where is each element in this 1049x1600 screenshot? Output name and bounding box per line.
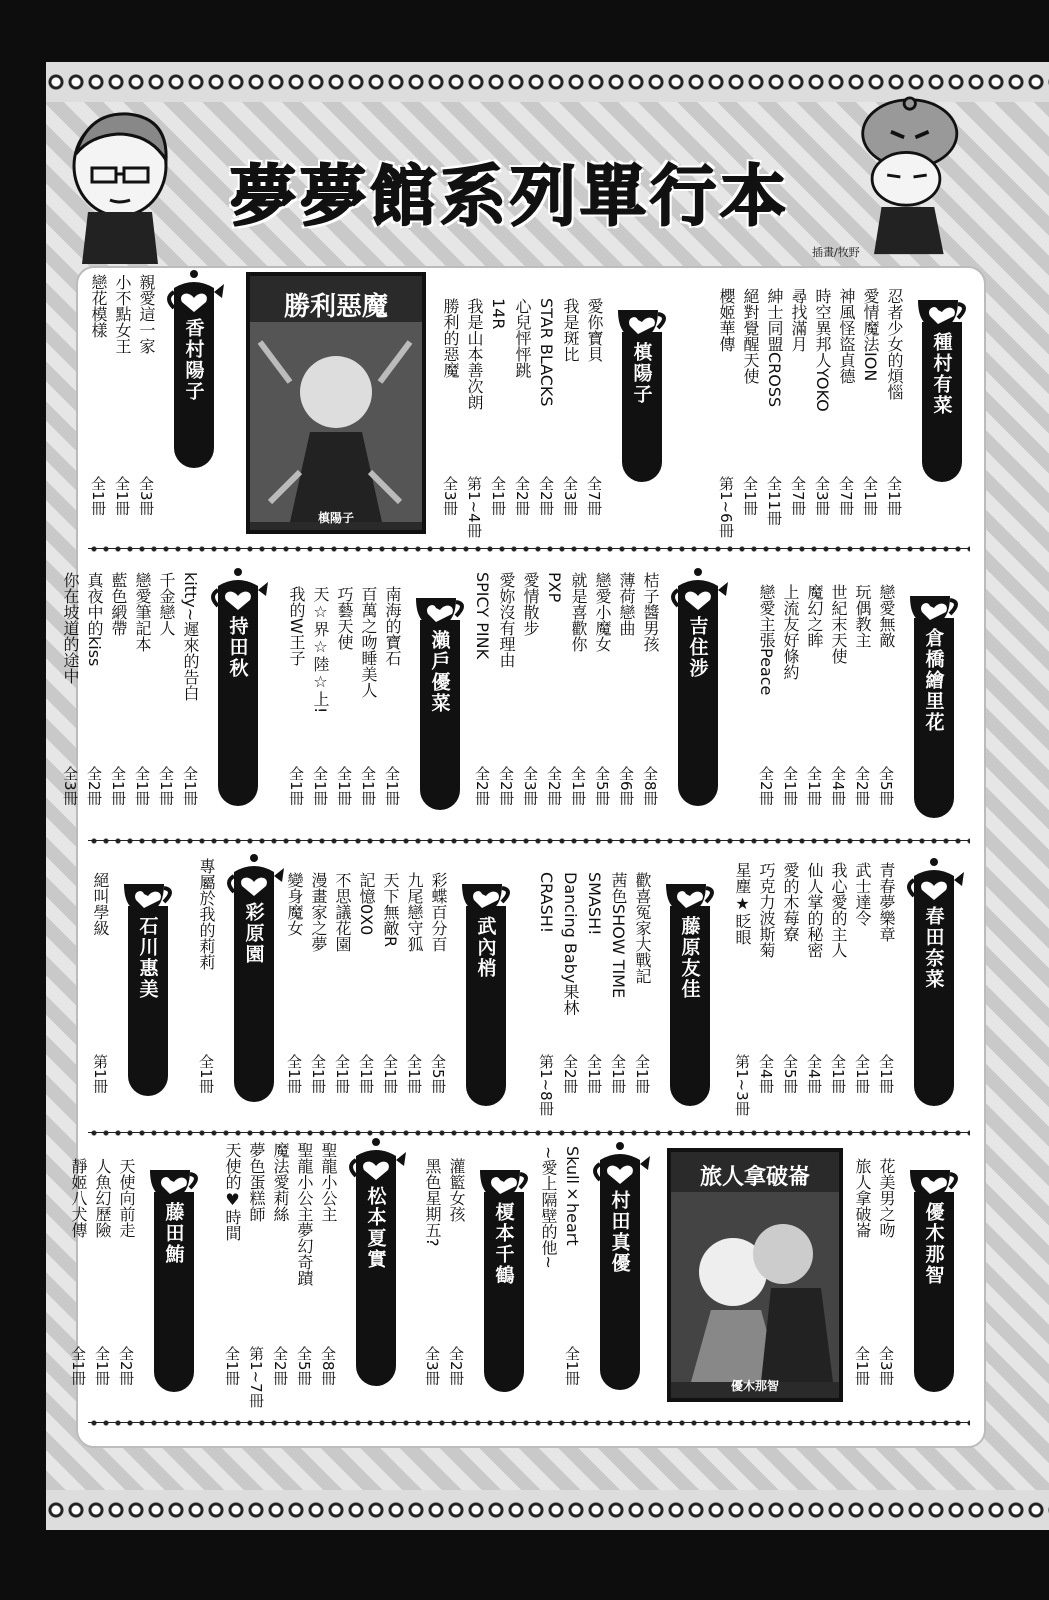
- book-title: 天☆界☆陸☆上!: [311, 586, 330, 714]
- cover-author: 槙陽子: [317, 511, 354, 525]
- author-name: 優木那智: [922, 1202, 945, 1286]
- volume-count: 全1冊: [829, 1054, 847, 1094]
- book-title: 尋找滿月: [789, 288, 808, 352]
- cover-title: 勝利惡魔: [283, 292, 388, 322]
- volume-count: 全5冊: [429, 1054, 447, 1094]
- volume-count: 全1冊: [585, 1054, 603, 1094]
- title-list: [438, 298, 606, 410]
- author-name-bar: [234, 892, 274, 1102]
- volume-count: 全11冊: [765, 476, 783, 526]
- title-list: [754, 584, 898, 695]
- author-name: 彩原園: [242, 902, 265, 965]
- book-title: 愛你寶貝: [585, 298, 604, 362]
- volume-count: 全1冊: [69, 1346, 87, 1386]
- volume-count: 全1冊: [861, 476, 879, 516]
- section-divider: [88, 544, 970, 554]
- author-name-bar: [128, 906, 168, 1096]
- volume-count: 全3冊: [561, 476, 579, 516]
- book-title: CRASH!: [537, 872, 556, 934]
- teapot-heart-icon: [164, 268, 224, 314]
- volume-count: 全3冊: [813, 476, 831, 516]
- volume-count: 全4冊: [829, 766, 847, 806]
- book-title: 武士達令: [853, 862, 872, 926]
- volume-count: 全1冊: [489, 476, 507, 516]
- author-tag: [208, 566, 268, 806]
- book-title: kitty~遲來的告白: [181, 572, 200, 702]
- author-tag: [668, 566, 728, 806]
- author-name-bar: [466, 906, 506, 1106]
- author-name: 藤田鮪: [162, 1202, 185, 1265]
- teacup-heart-icon: [144, 1152, 204, 1198]
- author-tag: [346, 1136, 406, 1386]
- author-tag: [474, 1152, 534, 1392]
- black-margin-left: [0, 0, 46, 1600]
- book-title: 青春夢樂章: [877, 862, 896, 942]
- volume-count: 全1冊: [93, 1346, 111, 1386]
- book-title: 小不點女王: [113, 274, 132, 354]
- book-title: 灌籃女孩: [447, 1158, 466, 1222]
- teacup-heart-icon: [904, 578, 964, 624]
- volume-count: 全1冊: [781, 766, 799, 806]
- book-title: 百萬之吻睡美人: [359, 586, 378, 698]
- book-cover-victory-devil: [246, 272, 426, 534]
- volume-count: 第1~8冊: [537, 1054, 555, 1116]
- teacup-heart-icon: [912, 282, 972, 328]
- title-list: [88, 872, 112, 936]
- author-name-bar: [622, 332, 662, 482]
- cover-author: 優木那智: [730, 1379, 779, 1393]
- volume-count: 全1冊: [311, 766, 329, 806]
- volume-list: [58, 766, 202, 806]
- volume-count: 全1冊: [563, 1346, 581, 1386]
- volume-count: 全1冊: [335, 766, 353, 806]
- book-title: 桔子醬男孩: [641, 572, 660, 652]
- title-list: [420, 1158, 468, 1247]
- volume-list: [560, 1346, 584, 1386]
- title-list: [284, 586, 404, 713]
- black-margin-top: [46, 0, 1049, 62]
- book-title: 九尾戀守狐: [405, 872, 424, 952]
- volume-count: 全1冊: [133, 766, 151, 806]
- author-name: 武內梢: [474, 916, 497, 979]
- volume-count: 全2冊: [561, 1054, 579, 1094]
- book-title: 不思議花園: [333, 872, 352, 952]
- section-divider: [88, 836, 970, 846]
- title-list: [220, 1142, 340, 1286]
- book-title: 愛妳沒有理由: [497, 572, 516, 668]
- author-name: 吉住涉: [686, 616, 709, 679]
- volume-count: 全3冊: [877, 1346, 895, 1386]
- title-list: [470, 572, 662, 668]
- author-tag: [904, 856, 964, 1106]
- page-title-wrap: [190, 140, 830, 240]
- author-name: 村田真優: [608, 1190, 631, 1274]
- author-tag: [456, 866, 516, 1106]
- book-title: 我是山本善次朗: [465, 298, 484, 410]
- volume-count: 全1冊: [309, 1054, 327, 1094]
- book-title: 我是斑比: [561, 298, 580, 362]
- author-tag: [410, 580, 470, 810]
- book-title: 黑色星期五?: [423, 1158, 442, 1247]
- author-tag: [660, 866, 720, 1106]
- volume-count: 全1冊: [157, 766, 175, 806]
- volume-count: 全2冊: [513, 476, 531, 516]
- book-title: 玩偶教主: [853, 584, 872, 648]
- teapot-heart-icon: [346, 1136, 406, 1182]
- author-name-bar: [174, 308, 214, 468]
- volume-count: 全3冊: [441, 476, 459, 516]
- volume-count: 全2冊: [853, 766, 871, 806]
- author-tag: [912, 282, 972, 482]
- volume-count: 全6冊: [617, 766, 635, 806]
- volume-count: 全1冊: [285, 1054, 303, 1094]
- lace-border-bottom: [46, 1490, 1049, 1530]
- volume-count: 全1冊: [877, 1054, 895, 1094]
- book-title: 神風怪盜貞德: [837, 288, 856, 384]
- book-title: 專屬於我的莉莉: [197, 858, 216, 970]
- book-title: 魔幻之眸: [805, 584, 824, 648]
- author-tag: [612, 292, 672, 482]
- volume-count: 全2冊: [447, 1346, 465, 1386]
- volume-count: 全2冊: [85, 766, 103, 806]
- illustration-credit: 插畫/牧野: [812, 246, 860, 259]
- teacup-heart-icon: [410, 580, 470, 626]
- book-title: 戀愛主張Peace: [757, 584, 776, 696]
- volume-count: 全1冊: [609, 1054, 627, 1094]
- volume-count: 第1~6冊: [717, 476, 735, 538]
- volume-list: [714, 476, 906, 538]
- book-title: Dancing Baby果林: [561, 872, 580, 1016]
- book-title: 世紀末天使: [829, 584, 848, 664]
- volume-count: 全1冊: [181, 766, 199, 806]
- volume-count: 全1冊: [109, 766, 127, 806]
- book-title: 巧克力波斯菊: [757, 862, 776, 958]
- book-title: 戀愛無敵: [877, 584, 896, 648]
- volume-count: 全1冊: [885, 476, 903, 516]
- book-title: SMASH!: [585, 872, 604, 936]
- book-title: 記憶0X0: [357, 872, 376, 936]
- title-list: [536, 1146, 584, 1269]
- author-name-bar: [914, 618, 954, 818]
- title-list: [534, 872, 654, 1015]
- author-tag: [904, 578, 964, 818]
- title-list: [730, 862, 898, 958]
- author-name-bar: [484, 1192, 524, 1392]
- author-name: 石川惠美: [136, 916, 159, 1000]
- volume-count: 全3冊: [521, 766, 539, 806]
- volume-list: [86, 476, 158, 516]
- book-title: 愛情散步: [521, 572, 540, 636]
- volume-count: 全1冊: [223, 1346, 241, 1386]
- book-title: 藍色緞帶: [109, 572, 128, 636]
- volume-count: 全3冊: [137, 476, 155, 516]
- volume-count: 全1冊: [357, 1054, 375, 1094]
- volume-count: 全2冊: [757, 766, 775, 806]
- title-list: [714, 288, 906, 412]
- title-list: [66, 1158, 138, 1238]
- volume-list: [470, 766, 662, 806]
- volume-count: 全3冊: [423, 1346, 441, 1386]
- author-tag: [224, 852, 284, 1102]
- book-title: 聖龍小公主夢幻奇蹟: [295, 1142, 314, 1286]
- book-title: 仙人掌的秘密: [805, 862, 824, 958]
- book-title: 紳士同盟CROSS: [765, 288, 784, 408]
- author-name-bar: [154, 1192, 194, 1392]
- volume-count: 全2冊: [497, 766, 515, 806]
- title-list: [86, 274, 158, 354]
- book-title: 勝利的惡魔: [441, 298, 460, 378]
- volume-count: 全4冊: [805, 1054, 823, 1094]
- volume-list: [754, 766, 898, 806]
- author-name-bar: [922, 322, 962, 482]
- book-title: 薄荷戀曲: [617, 572, 636, 636]
- author-name: 藤原友佳: [678, 916, 701, 1000]
- teacup-heart-icon: [474, 1152, 534, 1198]
- volume-count: 全1冊: [805, 766, 823, 806]
- author-name-bar: [356, 1176, 396, 1386]
- volume-list: [850, 1346, 898, 1386]
- black-margin-bottom: [46, 1530, 1049, 1600]
- cover-art: [250, 322, 422, 522]
- book-title: 時空異邦人YOKO: [813, 288, 832, 412]
- volume-count: 全1冊: [333, 1054, 351, 1094]
- author-tag: [118, 866, 178, 1096]
- volume-count: 全1冊: [197, 1054, 215, 1094]
- volume-count: 第1~4冊: [465, 476, 483, 538]
- volume-count: 全4冊: [757, 1054, 775, 1094]
- book-title: 忍者少女的煩惱: [885, 288, 904, 400]
- teacup-heart-icon: [660, 866, 720, 912]
- volume-count: 全2冊: [117, 1346, 135, 1386]
- volume-count: 全2冊: [271, 1346, 289, 1386]
- volume-count: 全7冊: [789, 476, 807, 516]
- book-title: PXP: [545, 572, 564, 603]
- volume-count: 全2冊: [473, 766, 491, 806]
- book-title: 千金戀人: [157, 572, 176, 636]
- book-title: ~愛上隔壁的他~: [539, 1146, 558, 1269]
- author-name-bar: [914, 1192, 954, 1392]
- book-title: 櫻姬華傳: [717, 288, 736, 352]
- volume-list: [88, 1054, 112, 1094]
- volume-count: 全1冊: [383, 766, 401, 806]
- title-list: [58, 572, 202, 701]
- volume-count: 第1~7冊: [247, 1346, 265, 1408]
- book-title: 你在坡道的途中: [61, 572, 80, 684]
- book-title: 花美男之吻: [877, 1158, 896, 1238]
- title-list: [850, 1158, 898, 1238]
- book-title: 戀愛小魔女: [593, 572, 612, 652]
- teacup-heart-icon: [456, 866, 516, 912]
- book-title: 天使的♥時間: [223, 1142, 242, 1241]
- volume-list: [194, 1054, 218, 1094]
- author-name-bar: [914, 896, 954, 1106]
- book-title: 星塵★眨眼: [733, 862, 752, 945]
- book-title: SPICY PINK: [473, 572, 492, 660]
- book-title: 旅人拿破崙: [853, 1158, 872, 1238]
- author-name: 種村有菜: [930, 332, 953, 416]
- book-title: 戀愛筆記本: [133, 572, 152, 652]
- author-name-bar: [678, 606, 718, 806]
- book-title: 彩蝶百分百: [429, 872, 448, 952]
- volume-list: [282, 1054, 450, 1094]
- volume-list: [420, 1346, 468, 1386]
- teacup-heart-icon: [612, 292, 672, 338]
- book-title: 夢色蛋糕師: [247, 1142, 266, 1222]
- volume-count: 全1冊: [287, 766, 305, 806]
- author-name-bar: [218, 606, 258, 806]
- volume-list: [730, 1054, 898, 1116]
- book-title: 絕叫學級: [91, 872, 110, 936]
- teapot-heart-icon: [590, 1140, 650, 1186]
- book-title: 就是喜歡你: [569, 572, 588, 652]
- book-title: 人魚幻歷險: [93, 1158, 112, 1238]
- volume-count: 全5冊: [593, 766, 611, 806]
- book-title: 我的W王子: [287, 586, 306, 666]
- book-title: 愛的木莓寮: [781, 862, 800, 942]
- author-name: 倉橋繪里花: [922, 628, 945, 733]
- title-list: [194, 858, 218, 970]
- volume-list: [534, 1054, 654, 1116]
- book-title: 戀花模樣: [89, 274, 108, 338]
- volume-count: 全1冊: [359, 766, 377, 806]
- title-list: [282, 872, 450, 952]
- section-divider: [88, 1128, 970, 1138]
- author-name: 春田奈菜: [922, 906, 945, 990]
- author-name: 瀨戶優菜: [428, 630, 451, 714]
- page-title: 夢夢館系列單行本: [230, 156, 790, 235]
- volume-count: 全1冊: [853, 1346, 871, 1386]
- volume-count: 全8冊: [641, 766, 659, 806]
- author-name: 槙陽子: [630, 342, 653, 405]
- volume-count: 全1冊: [853, 1054, 871, 1094]
- book-title: 真夜中的kiss: [85, 572, 104, 667]
- volume-count: 全7冊: [585, 476, 603, 516]
- book-title: Skull×heart: [563, 1146, 582, 1246]
- author-tag: [590, 1140, 650, 1390]
- book-title: 魔法愛莉絲: [271, 1142, 290, 1222]
- book-title: 我心愛的主人: [829, 862, 848, 958]
- volume-count: 第1冊: [91, 1054, 109, 1094]
- book-title: 絕對覺醒天使: [741, 288, 760, 384]
- author-name-bar: [600, 1180, 640, 1390]
- book-title: 14R: [489, 298, 508, 330]
- volume-count: 全1冊: [405, 1054, 423, 1094]
- book-title: 巧藝天使: [335, 586, 354, 650]
- book-title: 漫畫家之夢: [309, 872, 328, 952]
- book-title: 變身魔女: [285, 872, 304, 936]
- book-cover-napoleon: [667, 1148, 843, 1402]
- book-title: 天使向前走: [117, 1158, 136, 1238]
- cover-title: 旅人拿破崙: [699, 1164, 810, 1190]
- volume-count: 全5冊: [781, 1054, 799, 1094]
- book-title: 茜色SHOW TIME: [609, 872, 628, 999]
- volume-count: 第1~3冊: [733, 1054, 751, 1116]
- author-tag: [144, 1152, 204, 1392]
- book-title: 心兒怦怦跳: [513, 298, 532, 378]
- book-title: 天下無敵R: [381, 872, 400, 948]
- volume-count: 全1冊: [381, 1054, 399, 1094]
- teapot-heart-icon: [208, 566, 268, 612]
- boy-with-cap-illustration: [846, 96, 966, 256]
- author-name: 榎本千鶴: [492, 1202, 515, 1286]
- book-title: 歡喜冤家大戰記: [633, 872, 652, 984]
- author-name: 香村陽子: [182, 318, 205, 402]
- volume-list: [284, 766, 404, 806]
- volume-count: 全5冊: [295, 1346, 313, 1386]
- volume-count: 全5冊: [877, 766, 895, 806]
- cover-art: [671, 1192, 839, 1382]
- volume-list: [438, 476, 606, 538]
- book-title: 親愛這一家: [137, 274, 156, 354]
- book-title: 上流友好條約: [781, 584, 800, 680]
- teapot-heart-icon: [904, 856, 964, 902]
- author-name-bar: [420, 620, 460, 810]
- volume-count: 全2冊: [537, 476, 555, 516]
- author-tag: [904, 1152, 964, 1392]
- volume-count: 全2冊: [545, 766, 563, 806]
- boy-with-glasses-illustration: [58, 104, 178, 264]
- section-divider: [88, 1418, 970, 1428]
- volume-count: 全1冊: [633, 1054, 651, 1094]
- book-title: 南海的寶石: [383, 586, 402, 666]
- volume-list: [66, 1346, 138, 1386]
- author-name-bar: [670, 906, 710, 1106]
- volume-count: 全1冊: [569, 766, 587, 806]
- volume-count: 全1冊: [113, 476, 131, 516]
- teapot-heart-icon: [224, 852, 284, 898]
- volume-count: 全7冊: [837, 476, 855, 516]
- teacup-heart-icon: [904, 1152, 964, 1198]
- book-title: 聖龍小公主: [319, 1142, 338, 1222]
- book-title: 靜姬八犬傳: [69, 1158, 88, 1238]
- author-name: 松本夏實: [364, 1186, 387, 1270]
- volume-count: 全8冊: [319, 1346, 337, 1386]
- teacup-heart-icon: [118, 866, 178, 912]
- volume-count: 全1冊: [89, 476, 107, 516]
- volume-count: 全3冊: [61, 766, 79, 806]
- teapot-heart-icon: [668, 566, 728, 612]
- volume-list: [220, 1346, 340, 1408]
- volume-count: 全1冊: [741, 476, 759, 516]
- author-name: 持田秋: [226, 616, 249, 679]
- book-title: STAR BLACKS: [537, 298, 556, 407]
- author-tag: [164, 268, 224, 468]
- book-title: 愛情魔法ION: [861, 288, 880, 382]
